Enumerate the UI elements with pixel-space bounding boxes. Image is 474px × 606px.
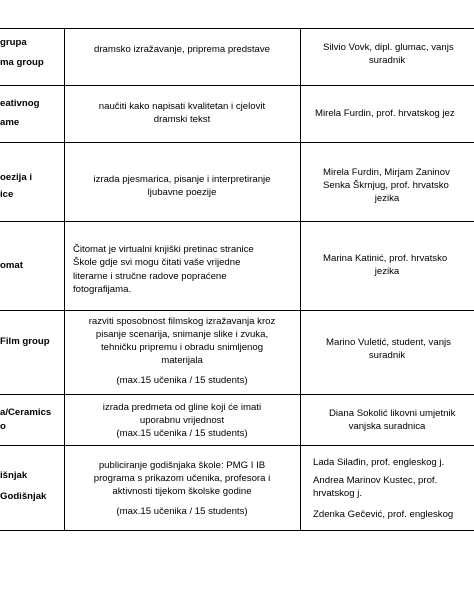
- activity-description: tehničku pripremu i obradu snimljenog: [100, 342, 264, 353]
- teacher-name: Marino Vuletić, student, vanjs: [326, 337, 451, 348]
- table-rule: [0, 221, 474, 222]
- table-rule: [0, 310, 474, 311]
- activity-description: Čitomat je virtualni knjiški pretinac stranice: [73, 244, 254, 255]
- activity-name: omat: [0, 260, 23, 271]
- column-divider: [64, 28, 65, 531]
- activity-description: fotografijama.: [73, 284, 132, 295]
- student-limit: (max.15 učenika / 15 students): [116, 375, 248, 386]
- activity-description: dramski tekst: [153, 114, 211, 125]
- activity-description: razviti sposobnost filmskog izražavanja kroz: [88, 316, 276, 327]
- activity-name: ice: [0, 189, 14, 200]
- table-rule: [0, 142, 474, 143]
- teacher-name: Andrea Marinov Kustec, prof.: [313, 475, 438, 486]
- activity-description: izrada pjesmarica, pisanje i interpretiranje: [93, 174, 271, 185]
- activity-description: ljubavne poezije: [147, 187, 217, 198]
- activity-name: oezija i: [0, 172, 32, 183]
- teacher-name: jezika: [374, 266, 400, 277]
- teacher-name: Diana Sokolić likovni umjetnik: [329, 408, 456, 419]
- activity-description: dramsko izražavanje, priprema predstave: [94, 44, 270, 55]
- table-rule: [0, 445, 474, 446]
- activity-name: grupa: [0, 37, 27, 48]
- activity-description: izrada predmeta od gline koji će imati: [102, 402, 262, 413]
- student-limit: (max.15 učenika / 15 students): [116, 428, 248, 439]
- teacher-name: suradnik: [368, 55, 406, 66]
- teacher-name: vanjska suradnica: [348, 421, 426, 432]
- activity-description: Škole gdje svi mogu čitati vaše vrijedne: [73, 257, 241, 268]
- table-rule: [0, 85, 474, 86]
- teacher-name: suradnik: [368, 350, 406, 361]
- activity-description: uporabnu vrijednost: [139, 415, 225, 426]
- column-divider: [300, 28, 301, 531]
- teacher-name: Senka Škrnjug, prof. hrvatsko: [323, 180, 449, 191]
- activity-description: publiciranje godišnjaka škole: PMG I IB: [98, 460, 266, 471]
- teacher-name: Mirela Furdin, Mirjam Zaninov: [323, 167, 450, 178]
- teacher-name: Silvio Vovk, dipl. glumac, vanjs: [323, 42, 454, 53]
- teacher-name: Zdenka Gečević, prof. engleskog: [313, 509, 454, 520]
- activity-name: išnjak: [0, 470, 28, 481]
- activity-description: materijala: [161, 355, 203, 366]
- activity-name: Film group: [0, 336, 50, 347]
- activity-description: naučiti kako napisati kvalitetan i cjelovit: [98, 101, 266, 112]
- teacher-name: Lada Silađin, prof. engleskog j.: [313, 457, 445, 468]
- activity-name: Godišnjak: [0, 491, 47, 502]
- activity-description: programa s prikazom učenika, profesora i: [93, 473, 271, 484]
- teacher-name: Marina Katinić, prof. hrvatsko: [323, 253, 448, 264]
- teacher-name: jezika: [374, 193, 400, 204]
- activity-description: aktivnosti tijekom školske godine: [112, 486, 252, 497]
- activity-name: a/Ceramics: [0, 407, 52, 418]
- activity-name: eativnog: [0, 98, 40, 109]
- table-rule: [0, 28, 474, 29]
- teacher-name: Mirela Furdin, prof. hrvatskog jez: [315, 108, 455, 119]
- activity-name: o: [0, 421, 6, 432]
- table-rule: [0, 530, 474, 531]
- student-limit: (max.15 učenika / 15 students): [116, 506, 248, 517]
- activity-description: pisanje scenarija, snimanje slike i zvuka,: [95, 329, 269, 340]
- activity-description: literarne i stručne radove popraćene: [73, 271, 227, 282]
- activity-name: ame: [0, 117, 20, 128]
- activity-name: ma group: [0, 57, 44, 68]
- table-rule: [0, 394, 474, 395]
- teacher-name: hrvatskog j.: [313, 488, 363, 499]
